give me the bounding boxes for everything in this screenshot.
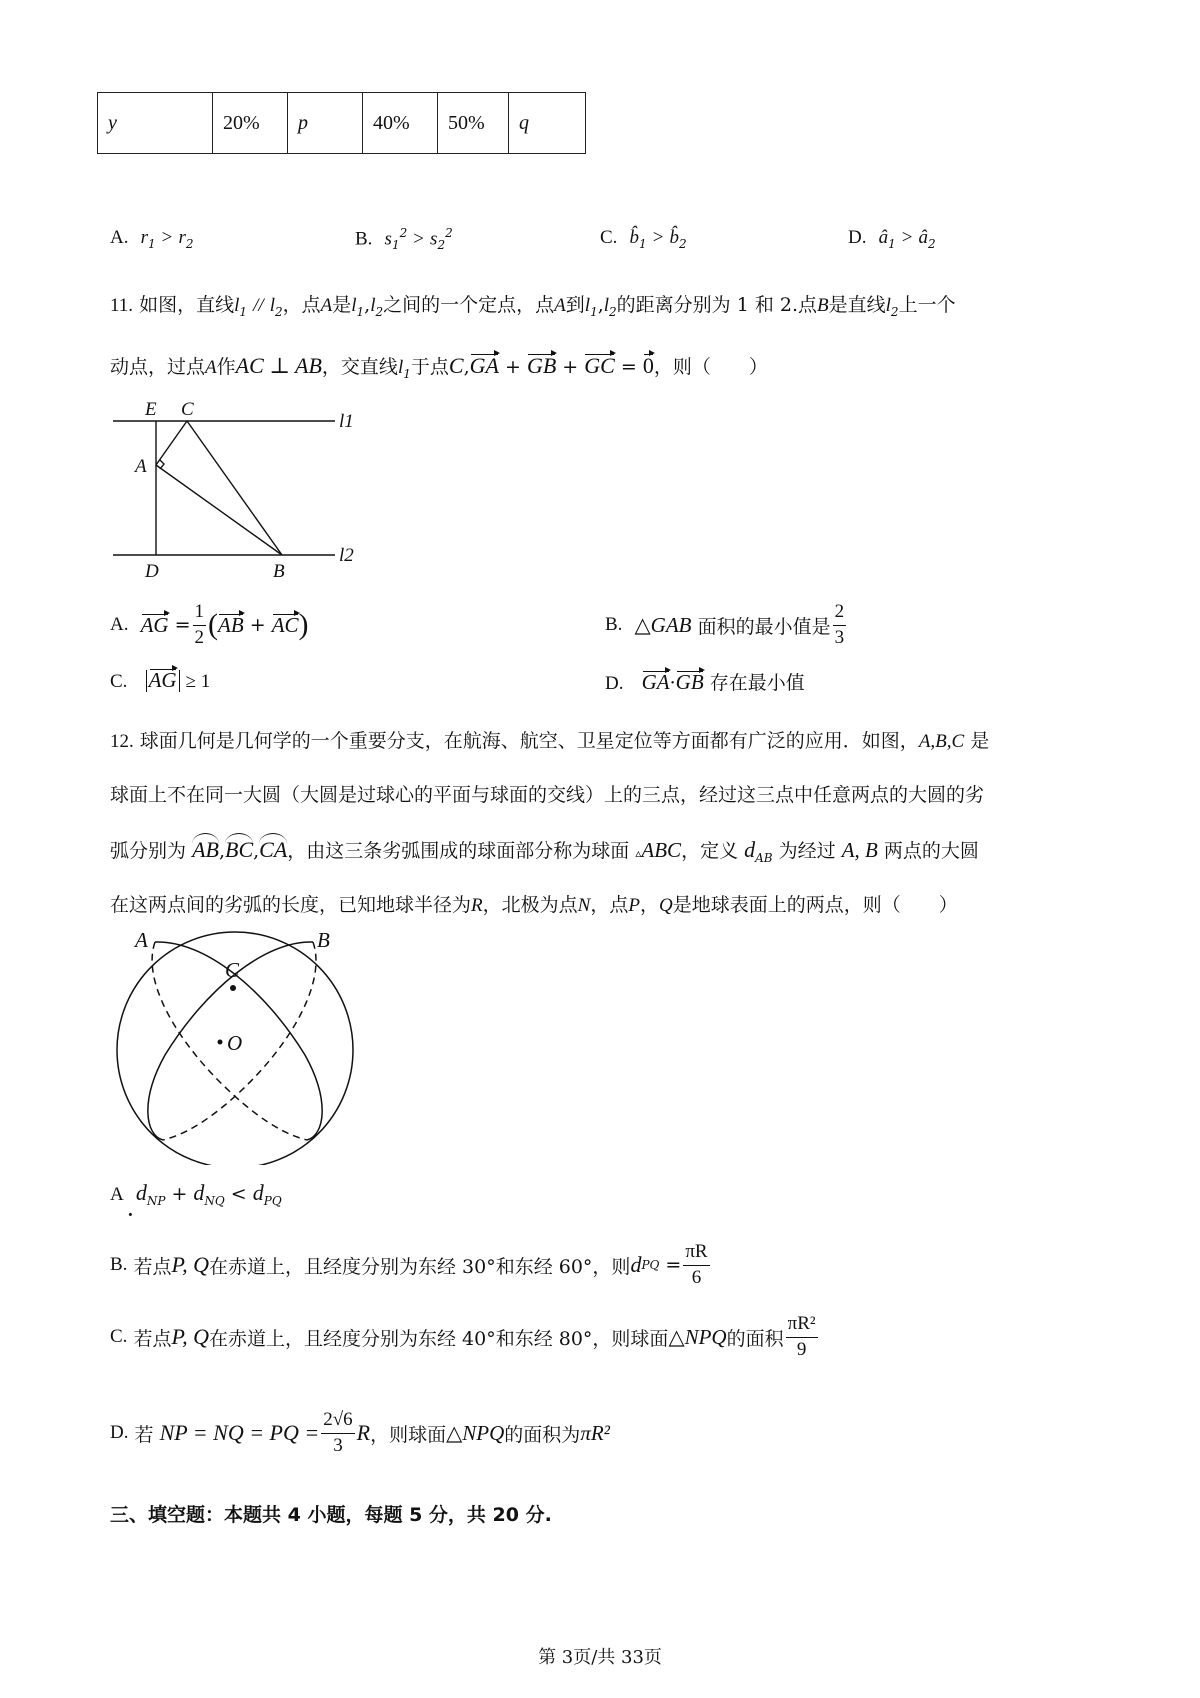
vector-AC: AC <box>271 612 299 637</box>
numerator: πR <box>683 1240 709 1266</box>
op: > <box>652 227 664 248</box>
sub: 2 <box>678 236 687 251</box>
q11-line1: 11. 如图，直线$l_1 // l_2$，点A是$l_1,l_2$之间的一个定点，点A到$l_1,l_2$的距离分别为 1 和 2.点B是直线$l_2$上一个 <box>110 294 956 319</box>
q10-option-b[interactable] <box>355 226 453 252</box>
math: l <box>397 357 404 378</box>
math: ABC <box>641 838 682 862</box>
math: △NPQ <box>668 1324 727 1349</box>
sub: AB <box>755 850 773 865</box>
text: 面积的最小值是 <box>697 615 831 638</box>
math: A <box>205 357 217 378</box>
label-C: C <box>181 399 194 420</box>
text: 的距离分别为 1 和 2.点 <box>616 294 818 316</box>
numerator: 2√6 <box>321 1408 354 1434</box>
math: N <box>577 895 591 916</box>
text: ≥ 1 <box>185 671 211 692</box>
math: NP = NQ = PQ = <box>159 1420 320 1446</box>
question-number: 11. <box>110 295 134 316</box>
zero-vector: 0 <box>642 353 654 378</box>
sub: 2 <box>185 236 194 251</box>
math: // <box>253 295 264 316</box>
text: 如图，直线 <box>139 294 235 316</box>
text: 在这两点间的劣弧的长度，已知地球半径为 <box>110 894 472 916</box>
math: A <box>554 295 566 316</box>
q12-sphere-figure <box>95 925 355 1165</box>
fraction <box>193 600 207 650</box>
sup: 2 <box>445 226 453 240</box>
text: 为经过 <box>778 840 836 862</box>
q12-option-a[interactable]: A $d_{NP} + d_{NQ} < d_{PQ}$ <box>110 1180 282 1208</box>
table-cell: 40% <box>363 93 438 154</box>
section-heading: 三、填空题：本题共 4 小题，每题 5 分，共 20 分. <box>110 1504 552 1526</box>
math: P <box>628 895 640 916</box>
table-cell: q <box>509 93 586 154</box>
fraction <box>683 1240 709 1290</box>
fraction <box>786 1312 818 1362</box>
text: 的面积为 <box>504 1423 581 1446</box>
option-label: C. <box>110 671 128 692</box>
text: 之间的一个定点，点 <box>383 294 555 316</box>
text: ，则（ ） <box>653 356 768 378</box>
sub: 1 <box>888 236 896 251</box>
vector-GB: GB <box>675 670 704 694</box>
sub: 1 <box>639 236 647 251</box>
option-label: D. <box>605 673 624 694</box>
text: 上一个 <box>898 294 956 316</box>
label-C: C <box>225 958 240 982</box>
q11-option-c[interactable] <box>110 668 210 693</box>
q11-line2: 动点，过点A作AC ⊥ AB，交直线$l_1$于点C,GA + GB + GC = 0，则（ ） <box>110 353 768 381</box>
text: 两点的大圆 <box>883 840 979 862</box>
numerator: πR² <box>786 1312 818 1338</box>
text: 在赤道上，且经度分别为东经 30°和东经 60°，则 <box>209 1255 631 1278</box>
math: d <box>744 837 756 862</box>
numerator: 2 <box>833 600 847 626</box>
text: ，由这三条劣弧围成的球面部分称为球面 <box>287 840 630 862</box>
math: R <box>471 895 483 916</box>
arc-BC: BC <box>225 837 254 862</box>
option-label: B. <box>355 228 373 250</box>
point-C <box>230 985 236 991</box>
option-label: C. <box>600 227 618 248</box>
label-B: B <box>273 561 285 582</box>
text: 若点 <box>133 1255 172 1278</box>
fraction <box>833 600 847 650</box>
math: A <box>320 295 333 316</box>
vector-GB: GB <box>526 353 557 378</box>
math: C <box>448 353 464 378</box>
stray-dot: . <box>128 1200 133 1221</box>
sub: PQ <box>263 1193 282 1208</box>
text: 是 <box>332 294 352 316</box>
option-expr: b̂ <box>629 227 640 248</box>
text: 是直线 <box>828 294 886 316</box>
sub: 2 <box>928 236 936 251</box>
math: πR² <box>580 1420 610 1445</box>
denominator: 9 <box>796 1338 807 1360</box>
sub: PQ <box>641 1258 660 1273</box>
label-l2: l2 <box>339 545 354 566</box>
math: l <box>370 295 376 316</box>
option-label: B. <box>605 614 623 636</box>
op: > <box>901 227 913 248</box>
q11-option-d[interactable]: D. GA·GB 存在最小值 <box>605 670 805 694</box>
text: 在赤道上，且经度分别为东经 40°和东经 80°，则球面 <box>209 1327 669 1350</box>
math: d <box>135 1180 147 1205</box>
table-cell: y <box>98 93 213 154</box>
arc-CA: CA <box>259 837 288 862</box>
text: ，交直线 <box>321 356 398 378</box>
option-expr: â <box>918 227 929 248</box>
vector-AG: AG <box>140 612 169 637</box>
table-cell: 50% <box>438 93 509 154</box>
sub: NQ <box>204 1193 225 1208</box>
right-angle-mark <box>160 460 164 469</box>
question-number: 12. <box>110 731 134 752</box>
math: l <box>234 295 240 316</box>
math: d <box>630 1252 642 1278</box>
denominator: 2 <box>194 626 205 648</box>
math: l <box>351 295 357 316</box>
math: B <box>817 295 829 316</box>
denominator: 3 <box>333 1434 343 1456</box>
text: ，点 <box>282 294 321 316</box>
table-cell: 20% <box>213 93 288 154</box>
sub: 2 <box>437 238 446 253</box>
q11-figure <box>95 395 375 585</box>
segment-AB <box>156 465 282 555</box>
option-expr: â <box>878 227 889 248</box>
label-O: O <box>227 1031 243 1055</box>
option-label: C. <box>110 1326 128 1348</box>
text: 存在最小值 <box>709 672 805 694</box>
op: > <box>161 227 173 248</box>
sup: 2 <box>399 226 408 240</box>
math: l <box>584 295 591 316</box>
center-O <box>218 1040 223 1045</box>
math: R <box>356 1420 371 1446</box>
q12-line3: 弧分别为 AB,BC,CA，由这三条劣弧围成的球面部分称为球面 ▵ABC，定义 $d_{AB}$ 为经过 A, B 两点的大圆 <box>110 837 979 865</box>
q10-option-c[interactable] <box>600 226 687 251</box>
label-l1: l1 <box>339 411 354 432</box>
q12-line1 <box>110 726 989 753</box>
op: > <box>413 228 424 250</box>
math: Q <box>658 895 673 916</box>
option-expr: s <box>384 228 392 250</box>
math: P, Q <box>171 1324 209 1350</box>
segment-CB <box>187 421 282 555</box>
fraction <box>321 1408 354 1458</box>
text: ，北极为点 <box>482 894 578 916</box>
text: 的面积 <box>726 1327 784 1350</box>
q12-line4: 在这两点间的劣弧的长度，已知地球半径为R，北极为点N，点P，Q是地球表面上的两点，则（ ） <box>110 894 958 916</box>
segment-AC <box>156 421 187 465</box>
math: △GAB <box>634 612 692 637</box>
option-expr: r <box>178 227 186 248</box>
vector-GA: GA <box>641 670 670 694</box>
text: 是 <box>970 730 990 752</box>
label-D: D <box>145 561 159 582</box>
table-cell: p <box>288 93 363 154</box>
math: d <box>193 1180 205 1205</box>
q12-option-c[interactable] <box>110 1312 820 1362</box>
math: l <box>603 295 610 316</box>
q12-line2: 球面上不在同一大圆（大圆是过球心的平面与球面的交线）上的三点，经过这三点中任意两点的大圆的劣 <box>110 784 985 806</box>
label-E: E <box>145 399 157 420</box>
math: l <box>269 295 275 316</box>
q12-option-d[interactable] <box>110 1408 610 1458</box>
text: 是地球表面上的两点，则（ ） <box>672 894 958 916</box>
arc-AB: AB <box>192 837 219 862</box>
text: ，则球面 <box>370 1423 447 1446</box>
option-expr: b̂ <box>669 227 679 248</box>
sub: 1 <box>147 236 156 251</box>
text: 到 <box>565 294 585 316</box>
math: A, B <box>841 838 878 862</box>
option-label: B. <box>110 1254 128 1276</box>
math: AC ⊥ AB <box>235 353 322 378</box>
vector-AG: AG <box>148 668 177 692</box>
data-table <box>97 92 586 154</box>
math: A,B,C <box>918 731 965 752</box>
sub: NP <box>146 1193 166 1208</box>
text: 若点 <box>133 1327 172 1350</box>
label-B: B <box>317 928 330 952</box>
q11-option-b[interactable] <box>605 600 848 650</box>
text: ，定义 <box>681 840 739 862</box>
label-A: A <box>135 456 147 477</box>
text: 动点，过点 <box>110 356 206 378</box>
option-label: D. <box>848 227 867 248</box>
text: 弧分别为 <box>110 840 187 862</box>
math: d <box>252 1180 264 1205</box>
math: △NPQ <box>446 1420 505 1445</box>
label-A: A <box>135 928 148 952</box>
option-label: A <box>110 1184 124 1205</box>
vector-GA: GA <box>469 353 499 378</box>
option-expr: r <box>140 227 148 248</box>
text: ，点 <box>590 894 629 916</box>
q10-option-d[interactable] <box>848 226 936 251</box>
vector-AB: AB <box>218 612 244 637</box>
numerator: 1 <box>193 600 207 626</box>
q10-option-a[interactable] <box>110 226 193 251</box>
option-label: A. <box>110 614 129 636</box>
denominator: 3 <box>834 626 845 648</box>
denominator: 6 <box>691 1266 702 1288</box>
text: 于点 <box>410 356 449 378</box>
text: 若 <box>134 1423 154 1446</box>
vector-GC: GC <box>584 353 615 378</box>
q11-option-a[interactable]: A. AG = $\frac{1}{2}$ ( AB + AC ) <box>110 600 309 650</box>
option-label: A. <box>110 227 129 248</box>
q12-option-b[interactable]: B. 若点 P, Q 在赤道上，且经度分别为东经 30°和东经 60°，则 d PQ = $\frac{\pi R}{6}$ <box>110 1240 712 1290</box>
table-row <box>98 93 586 154</box>
math: P, Q <box>171 1252 209 1278</box>
text: 作 <box>216 356 236 378</box>
option-expr: s <box>430 228 438 250</box>
page-footer: 第 3页/共 33页 <box>538 1647 662 1668</box>
sub: 1 <box>391 238 400 253</box>
text: 球面几何是几何学的一个重要分支，在航海、航空、卫星定位等方面都有广泛的应用．如图， <box>139 730 919 752</box>
option-label: D. <box>110 1422 129 1444</box>
math: l <box>885 295 891 316</box>
